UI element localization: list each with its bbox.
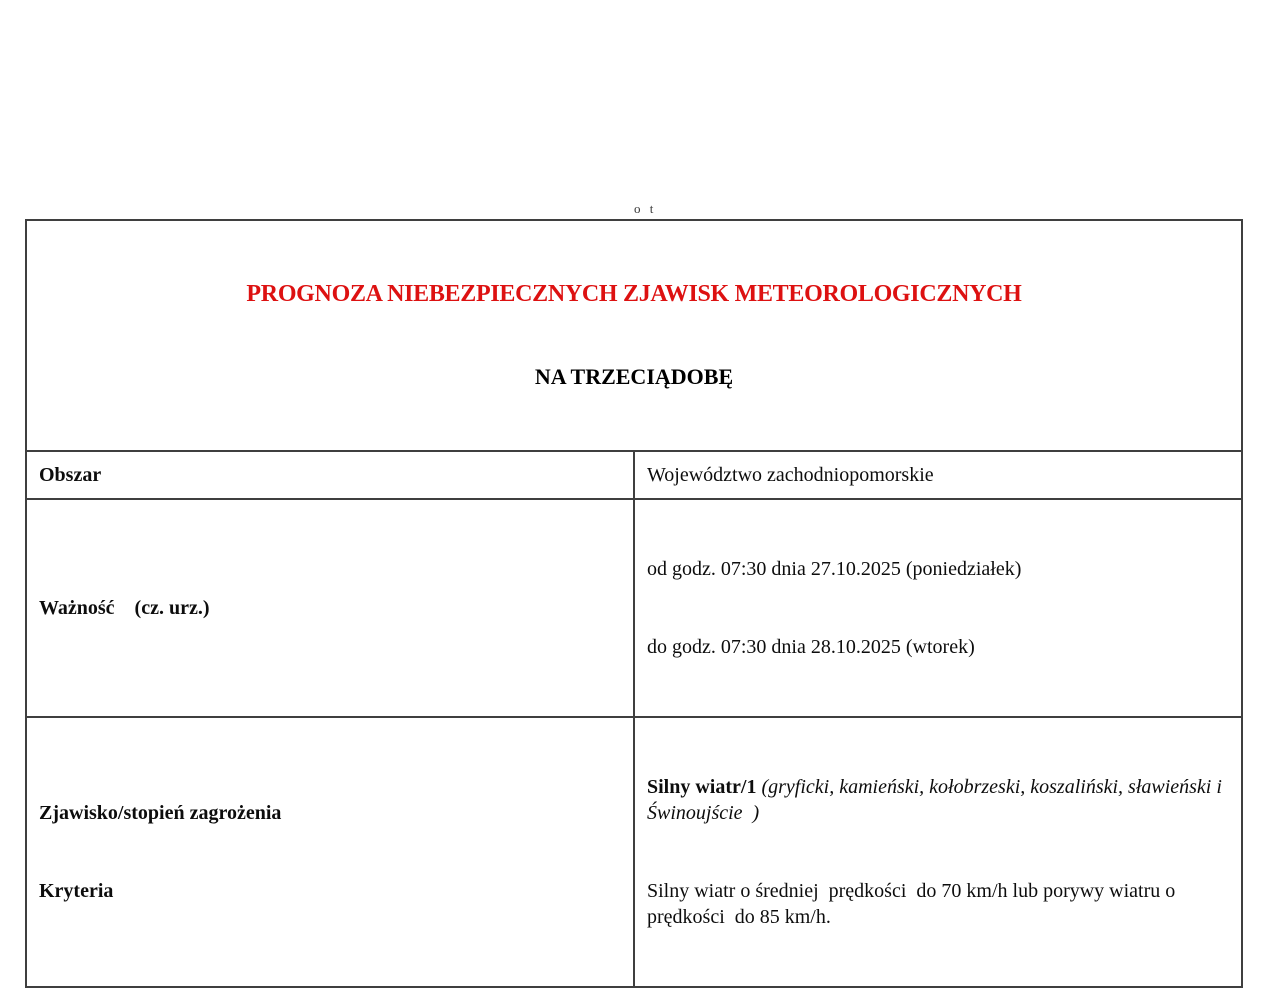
- zjawisko-value: [634, 717, 1242, 987]
- table-header-cell: [26, 220, 1242, 451]
- obszar-value: Województwo zachodniopomorskie: [634, 451, 1242, 499]
- phenomenon-name: Silny wiatr/1: [647, 776, 762, 798]
- table-header-row: [26, 220, 1242, 451]
- table-row-obszar: [26, 451, 1242, 499]
- zjawisko-label-line1: Zjawisko/stopień zagrożenia: [39, 802, 282, 824]
- waznosc-from: od godz. 07:30 dnia 27.10.2025 (poniedziałek): [647, 558, 1022, 580]
- forecast-subtitle: NA TRZECIĄDOBĘ: [534, 364, 734, 389]
- phenomenon-line: [647, 774, 1231, 826]
- clipped-text-artifact: [634, 201, 660, 217]
- obszar-label: Obszar: [26, 451, 634, 499]
- table-row-zjawisko: [26, 717, 1242, 987]
- clipped-text-fragment: o t: [634, 201, 657, 216]
- criteria-text: Silny wiatr o średniej prędkości do 70 km/h lub porywy wiatru o prędkości do 85 km/h.: [647, 880, 1181, 928]
- phenomenon-counties: (gryficki, kamieński, kołobrzeski, koszaliński, sławieński i Świnoujście ): [647, 776, 1227, 824]
- table-row-waznosc: [26, 499, 1242, 717]
- zjawisko-label-line2: Kryteria: [39, 880, 114, 902]
- waznosc-to: do godz. 07:30 dnia 28.10.2025 (wtorek): [647, 636, 975, 658]
- forecast-title: PROGNOZA NIEBEZPIECZNYCH ZJAWISK METEOROLOGICZNYCH: [246, 281, 1022, 307]
- waznosc-label: Ważność (cz. urz.): [26, 499, 634, 717]
- waznosc-value: [634, 499, 1242, 717]
- forecast-table: [25, 219, 1243, 988]
- zjawisko-label: [26, 717, 634, 987]
